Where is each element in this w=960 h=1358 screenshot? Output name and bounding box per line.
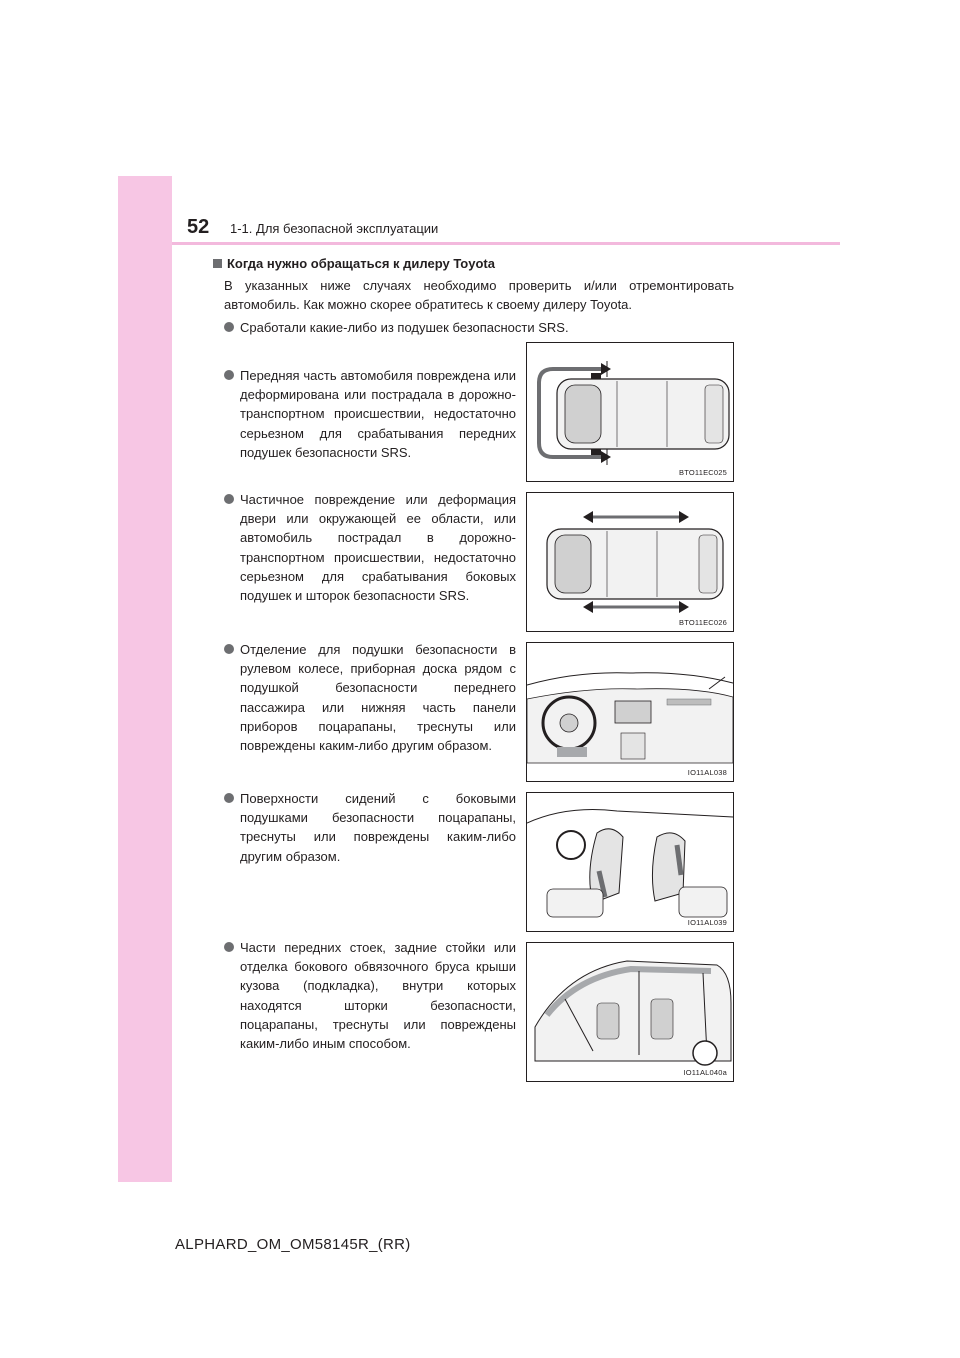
bullet-item-4 (224, 640, 516, 755)
intro-paragraph: В указанных ниже случаях необходимо проверить и/или отремонтировать автомобиль. Как можно скорее обратитесь к своему дилеру Toyota. (224, 278, 734, 312)
bullet-dot-icon (224, 793, 234, 803)
bullet-item-2 (224, 366, 516, 462)
bullet-item-1 (224, 318, 744, 337)
curtain-shield-illustration (527, 943, 733, 1081)
bullet-dot-icon (224, 322, 234, 332)
square-bullet-icon (213, 259, 222, 268)
section-title: 1-1. Для безопасной эксплуатации (230, 221, 439, 236)
figure-code: BTO11EC025 (679, 468, 727, 477)
bullet-text: Поверхности сидений с боковыми подушками безопасности поцарапаны, треснуты или повреждены каким-либо другим образом. (240, 791, 516, 864)
section-heading (213, 256, 495, 271)
header-divider (172, 242, 840, 245)
dashboard-illustration (527, 643, 733, 781)
figure-side-damage (526, 492, 734, 632)
page-number: 52 (187, 216, 210, 238)
figure-seats (526, 792, 734, 932)
van-top-view-side-illustration (527, 493, 733, 631)
bullet-text: Части передних стоек, задние стойки или отделка бокового обвязочного бруса крыши кузова (подкладка), внутри которых находятся шторки безопасности, поцарапаны, треснуты или повреждены каким-либо иным способом. (240, 940, 516, 1052)
figure-pillars-roof-rail (526, 942, 734, 1082)
figure-code: BTO11EC026 (679, 618, 727, 627)
document-footer: ALPHARD_OM_OM58145R_(RR) (175, 1236, 411, 1253)
bullet-dot-icon (224, 494, 234, 504)
bullet-text: Сработали какие-либо из подушек безопасности SRS. (240, 320, 569, 335)
bullet-item-3 (224, 490, 516, 605)
bullet-text: Передняя часть автомобиля повреждена или деформирована или пострадала в дорожно-транспортном происшествии, недостаточно серьезном для срабатывания передних подушек безопасности SRS. (240, 368, 516, 460)
bullet-item-6 (224, 938, 516, 1053)
figure-dashboard (526, 642, 734, 782)
figure-code: IO11AL040a (683, 1068, 727, 1077)
bullet-text: Отделение для подушки безопасности в рулевом колесе, приборная доска рядом с подушкой безопасности переднего пассажира или нижняя часть панели приборов поцарапаны, треснуты или повреждены каким-либо другим образом. (240, 642, 516, 754)
side-tab-bar (118, 176, 172, 1182)
van-top-view-front-illustration (527, 343, 733, 481)
bullet-dot-icon (224, 370, 234, 380)
seats-illustration (527, 793, 733, 931)
figure-front-damage (526, 342, 734, 482)
bullet-dot-icon (224, 644, 234, 654)
bullet-dot-icon (224, 942, 234, 952)
figure-code: IO11AL038 (687, 768, 727, 777)
heading-text: Когда нужно обращаться к дилеру Toyota (227, 256, 495, 271)
bullet-text: Частичное повреждение или деформация двери или окружающей ее области, или автомобиль пострадал в дорожно-транспортном происшествии, недостаточно серьезном для срабатывания боковых подушек и шторок безопасности SRS. (240, 492, 516, 604)
figure-code: IO11AL039 (687, 918, 727, 927)
bullet-item-5 (224, 789, 516, 866)
